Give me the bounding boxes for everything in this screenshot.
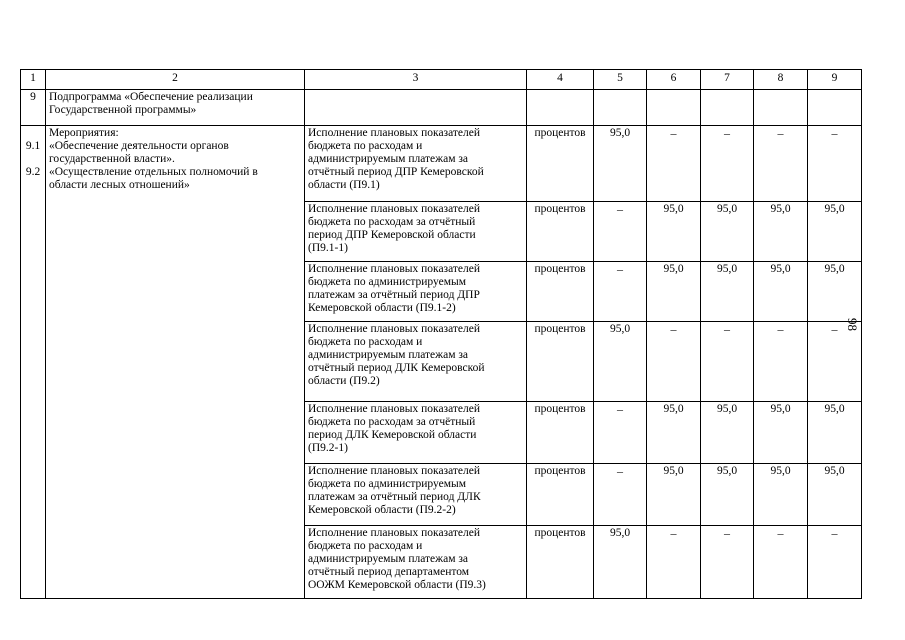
indicator-row: [21, 126, 862, 202]
measure-numbers: [21, 126, 46, 599]
indicator-line: (П9.2-1): [308, 442, 348, 454]
indicator-line: Исполнение плановых показателей: [308, 403, 481, 415]
value-cell: –: [701, 126, 754, 202]
measure-line: «Обеспечение деятельности органов: [49, 140, 229, 152]
value-cell: 95,0: [754, 464, 808, 526]
column-header: 9: [808, 70, 862, 90]
indicator-line: платежам за отчётный период ДЛК: [308, 491, 481, 503]
indicator-line: Кемеровской области (П9.2-2): [308, 504, 456, 516]
value-cell: –: [647, 126, 701, 202]
indicator-line: администрируемым платежам за: [308, 553, 469, 565]
column-header: 1: [21, 70, 46, 90]
value-cell: –: [808, 322, 862, 402]
unit-cell: процентов: [527, 262, 594, 322]
value-cell: 95,0: [647, 402, 701, 464]
unit-cell: процентов: [527, 202, 594, 262]
measure-line: области лесных отношений»: [49, 179, 190, 191]
measures-cell: [46, 126, 305, 599]
value-cell: –: [594, 402, 647, 464]
value-cell: 95,0: [647, 262, 701, 322]
value-cell: –: [808, 526, 862, 599]
indicator-line: бюджета по администрируемым: [308, 478, 466, 490]
value-cell: 95,0: [701, 464, 754, 526]
value-cell: 95,0: [647, 202, 701, 262]
indicator-line: Исполнение плановых показателей: [308, 323, 481, 335]
value-cell: 95,0: [701, 202, 754, 262]
indicator-line: период ДЛК Кемеровской области: [308, 429, 477, 441]
indicator-line: платежам за отчётный период ДПР: [308, 289, 480, 301]
value-cell: 95,0: [808, 202, 862, 262]
value-cell: 95,0: [754, 402, 808, 464]
column-header: 8: [754, 70, 808, 90]
indicator-name: [305, 322, 527, 402]
unit-cell: процентов: [527, 526, 594, 599]
value-cell: 95,0: [594, 526, 647, 599]
indicator-line: ООЖМ Кемеровской области (П9.3): [308, 579, 486, 591]
value-cell: –: [647, 322, 701, 402]
indicator-line: бюджета по расходам за отчётный: [308, 416, 476, 428]
measure-line: Мероприятия:: [49, 127, 119, 139]
indicator-line: отчётный период ДЛК Кемеровской: [308, 362, 485, 374]
indicator-name: [305, 262, 527, 322]
indicator-line: Исполнение плановых показателей: [308, 127, 481, 139]
indicator-line: отчётный период ДПР Кемеровской: [308, 166, 484, 178]
indicator-name: [305, 526, 527, 599]
indicator-line: бюджета по расходам и: [308, 540, 423, 552]
indicator-name: [305, 402, 527, 464]
indicator-line: бюджета по расходам за отчётный: [308, 216, 476, 228]
indicator-line: Исполнение плановых показателей: [308, 527, 481, 539]
unit-cell: процентов: [527, 402, 594, 464]
indicator-line: области (П9.2): [308, 375, 380, 387]
value-cell: –: [808, 126, 862, 202]
indicator-line: области (П9.1): [308, 179, 380, 191]
value-cell: –: [701, 526, 754, 599]
value-cell: –: [594, 262, 647, 322]
value-cell: 95,0: [701, 262, 754, 322]
value-cell: 95,0: [754, 262, 808, 322]
column-header: 3: [305, 70, 527, 90]
indicator-name: [305, 464, 527, 526]
column-header: 2: [46, 70, 305, 90]
value-cell: 95,0: [808, 402, 862, 464]
indicator-line: Исполнение плановых показателей: [308, 465, 481, 477]
page-number: 98: [845, 318, 860, 331]
measure-line: «Осуществление отдельных полномочий в: [49, 166, 258, 178]
value-cell: –: [754, 126, 808, 202]
column-header: 6: [647, 70, 701, 90]
section-title: Подпрограмма «Обеспечение реализации Государственной программы»: [46, 90, 305, 126]
value-cell: 95,0: [647, 464, 701, 526]
indicator-line: администрируемым платежам за: [308, 153, 469, 165]
indicator-line: период ДПР Кемеровской области: [308, 229, 476, 241]
unit-cell: процентов: [527, 464, 594, 526]
indicator-line: отчётный период департаментом: [308, 566, 470, 578]
indicator-line: администрируемым платежам за: [308, 349, 469, 361]
indicator-line: бюджета по расходам и: [308, 140, 423, 152]
indicator-line: бюджета по расходам и: [308, 336, 423, 348]
value-cell: 95,0: [594, 126, 647, 202]
indicator-line: бюджета по администрируемым: [308, 276, 466, 288]
value-cell: –: [594, 202, 647, 262]
indicator-line: (П9.1-1): [308, 242, 348, 254]
value-cell: –: [754, 526, 808, 599]
value-cell: 95,0: [701, 402, 754, 464]
indicators-table: [20, 69, 862, 599]
unit-cell: процентов: [527, 322, 594, 402]
indicator-line: Исполнение плановых показателей: [308, 263, 481, 275]
value-cell: 95,0: [808, 464, 862, 526]
measure-line: государственной власти».: [49, 153, 175, 165]
indicator-name: [305, 202, 527, 262]
indicator-line: Исполнение плановых показателей: [308, 203, 481, 215]
section-number: 9: [21, 90, 46, 126]
indicator-name: [305, 126, 527, 202]
value-cell: –: [594, 464, 647, 526]
measure-number: 9.1: [25, 140, 41, 152]
header-row: [21, 70, 862, 90]
column-header: 5: [594, 70, 647, 90]
value-cell: 95,0: [808, 262, 862, 322]
value-cell: –: [754, 322, 808, 402]
value-cell: 95,0: [754, 202, 808, 262]
column-header: 4: [527, 70, 594, 90]
unit-cell: процентов: [527, 126, 594, 202]
indicator-line: Кемеровской области (П9.1-2): [308, 302, 456, 314]
section-row: [21, 90, 862, 126]
value-cell: –: [647, 526, 701, 599]
value-cell: 95,0: [594, 322, 647, 402]
column-header: 7: [701, 70, 754, 90]
value-cell: –: [701, 322, 754, 402]
measure-number: 9.2: [25, 166, 41, 178]
